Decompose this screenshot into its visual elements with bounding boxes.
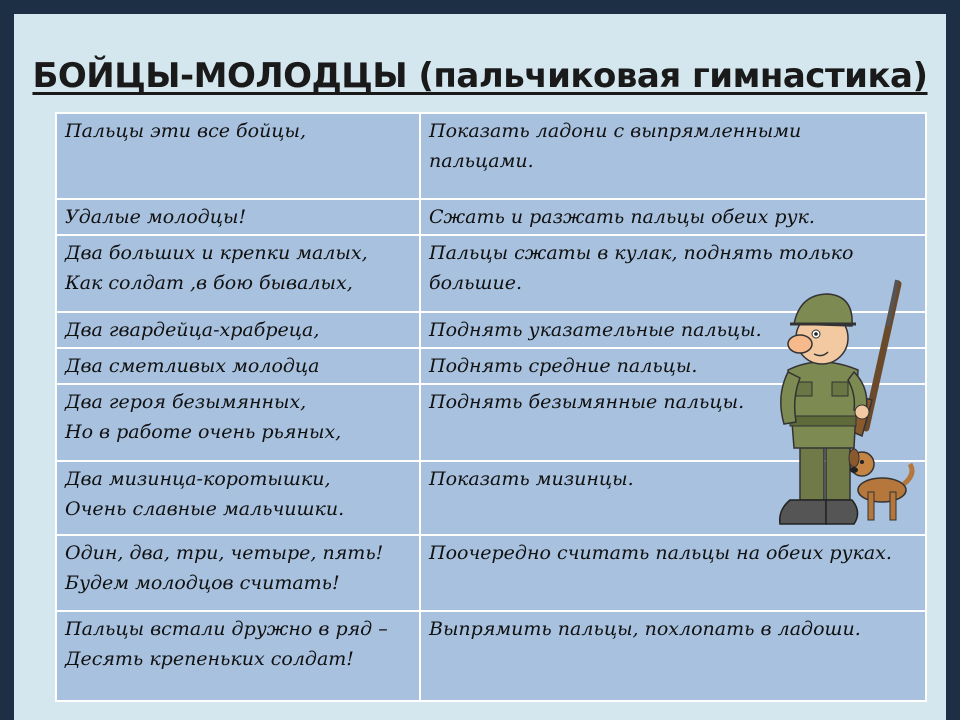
table-row [56,535,926,611]
action-cell: Выпрямить пальцы, похлопать в ладоши. [420,611,926,701]
action-cell: Показать ладони с выпрямленными пальцами. [420,113,926,199]
verse-cell: Удалые молодцы! [56,199,420,235]
verse-cell: Два сметливых молодца [56,348,420,384]
table-row [56,611,926,701]
table-row [56,113,926,199]
verse-cell: Два больших и крепки малых, Как солдат ,в бою бывалых, [56,235,420,312]
verse-cell: Пальцы встали дружно в ряд – Десять крепеньких солдат! [56,611,420,701]
action-cell: Показать мизинцы. [420,461,926,535]
slide-title: БОЙЦЫ-МОЛОДЦЫ (пальчиковая гимнастика) [32,56,928,96]
dog-icon [849,449,912,520]
table-row [56,199,926,235]
action-cell: Поочередно считать пальцы на обеих руках. [420,535,926,611]
soldier-illustration-icon [770,278,920,533]
verse-cell: Два мизинца-коротышки, Очень славные мальчишки. [56,461,420,535]
verse-cell: Один, два, три, четыре, пять! Будем молодцов считать! [56,535,420,611]
action-cell: Пальцы сжаты в кулак, поднять только большие. [420,235,926,312]
action-cell: Сжать и разжать пальцы обеих рук. [420,199,926,235]
verse-cell: Два героя безымянных, Но в работе очень рьяных, [56,384,420,461]
action-cell: Поднять указательные пальцы. [420,312,926,348]
action-cell: Поднять безымянные пальцы. [420,384,926,461]
verse-cell: Пальцы эти все бойцы, [56,113,420,199]
action-cell: Поднять средние пальцы. [420,348,926,384]
verse-cell: Два гвардейца-храбреца, [56,312,420,348]
